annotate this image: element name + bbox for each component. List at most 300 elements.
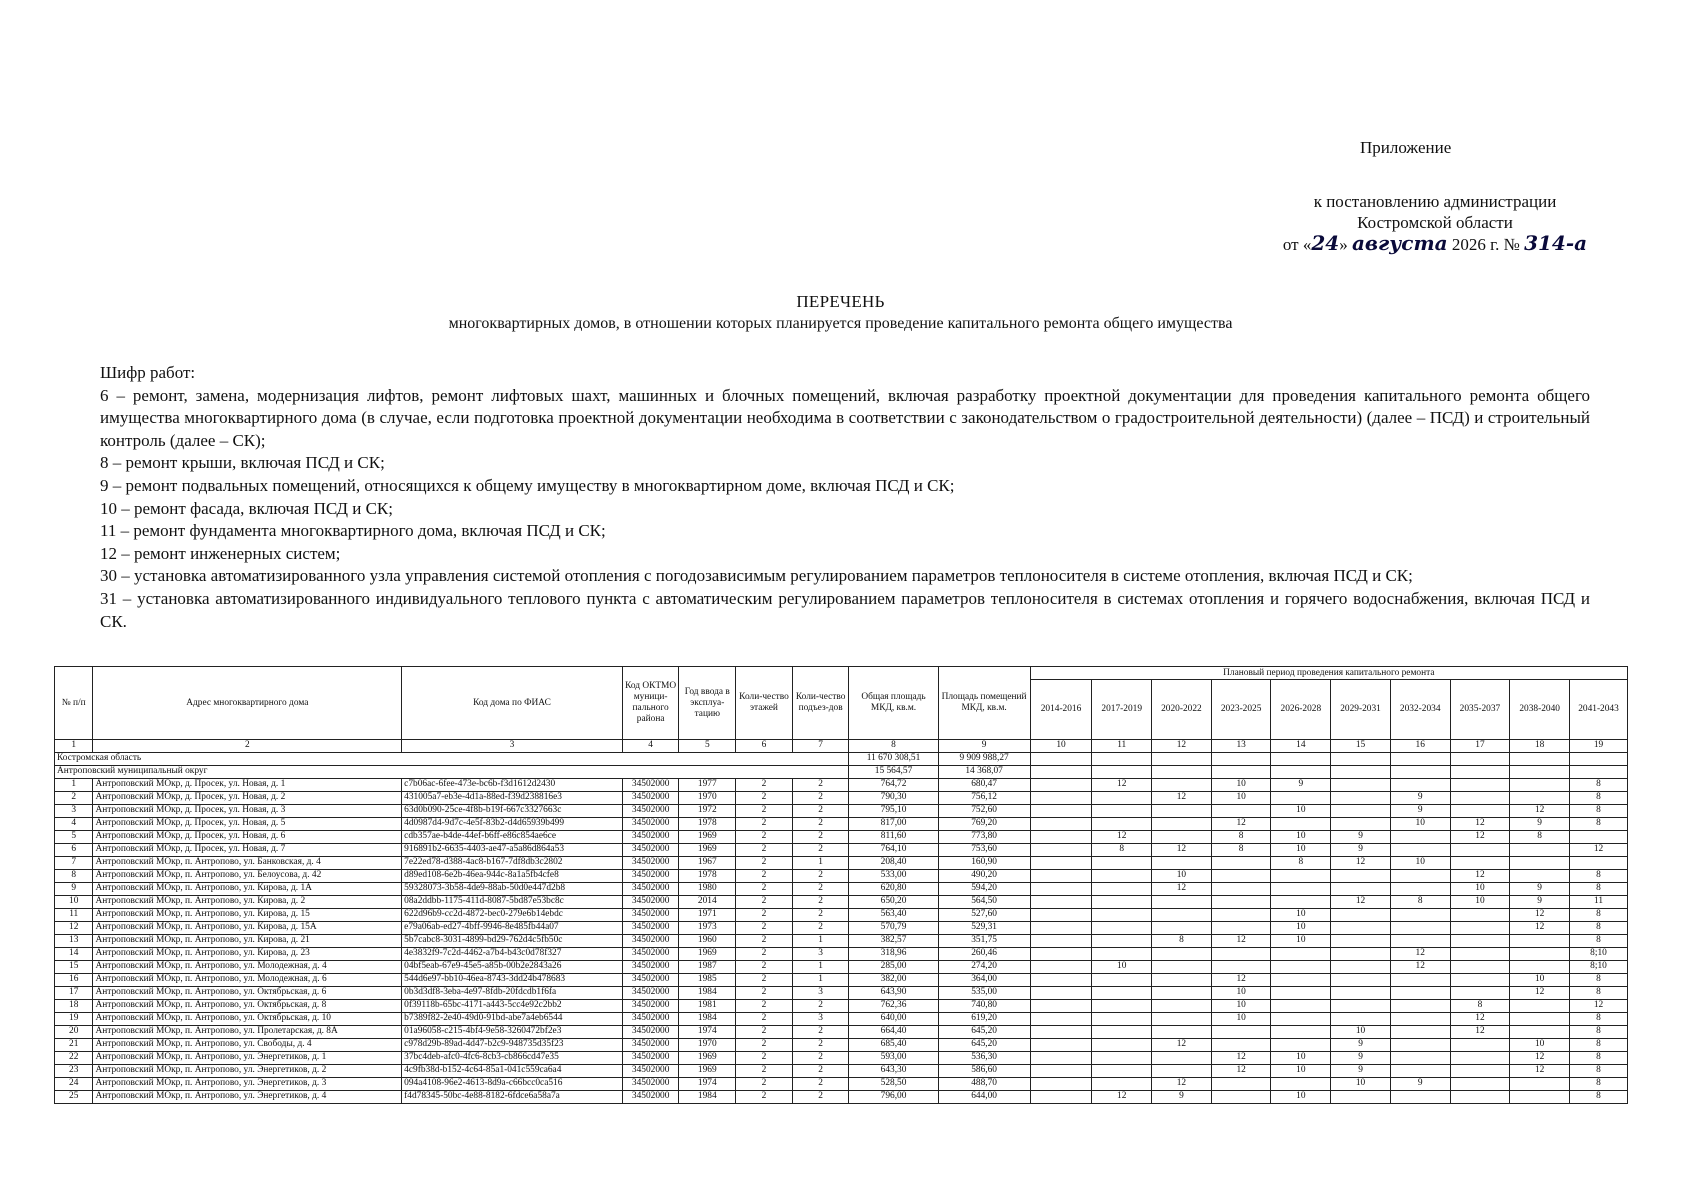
period-cell xyxy=(1030,922,1092,935)
period-cell xyxy=(1450,935,1510,948)
period-cell: 12 xyxy=(1450,870,1510,883)
period-cell: 8 xyxy=(1570,818,1628,831)
period-cell xyxy=(1390,987,1450,1000)
oktmo-cell: 34502000 xyxy=(622,805,679,818)
period-cell: 10 xyxy=(1271,831,1331,844)
premises-area-cell: 351,75 xyxy=(938,935,1030,948)
oktmo-cell: 34502000 xyxy=(622,870,679,883)
period-cell xyxy=(1092,974,1152,987)
period-cell xyxy=(1092,987,1152,1000)
year-cell: 1987 xyxy=(679,961,736,974)
period-cell xyxy=(1152,974,1212,987)
oktmo-cell: 34502000 xyxy=(622,922,679,935)
period-cell: 8 xyxy=(1211,831,1271,844)
year-cell: 1978 xyxy=(679,870,736,883)
premises-area-cell: 645,20 xyxy=(938,1026,1030,1039)
period-cell xyxy=(1152,961,1212,974)
table-row xyxy=(55,974,1628,987)
total-area-cell: 620,80 xyxy=(849,883,938,896)
floors-cell: 2 xyxy=(736,1078,793,1091)
period-cell: 9 xyxy=(1390,1078,1450,1091)
row-number: 12 xyxy=(55,922,93,935)
district-name: Антроповский муниципальный округ xyxy=(55,766,849,779)
row-number: 19 xyxy=(55,1013,93,1026)
header-address: Адрес многоквартирного дома xyxy=(93,667,402,740)
header-num: № п/п xyxy=(55,667,93,740)
address-cell: Антроповский МОкр, п. Антропово, ул. Энергетиков, д. 1 xyxy=(93,1052,402,1065)
period-cell xyxy=(1450,805,1510,818)
period-cell xyxy=(1450,948,1510,961)
entrances-cell: 2 xyxy=(792,779,849,792)
period-cell: 12 xyxy=(1092,1091,1152,1104)
period-cell xyxy=(1271,870,1331,883)
period-cell: 8 xyxy=(1570,935,1628,948)
period-cell xyxy=(1092,805,1152,818)
header-total-area: Общая площадь МКД, кв.м. xyxy=(849,667,938,740)
fias-cell: 59328073-3b58-4de9-88ab-50d0e447d2b8 xyxy=(402,883,623,896)
period-cell xyxy=(1390,1026,1450,1039)
period-cell xyxy=(1030,1000,1092,1013)
fias-cell: 4e3832f9-7c2d-4462-a7b4-b43c0d78f327 xyxy=(402,948,623,961)
period-cell: 9 xyxy=(1152,1091,1212,1104)
address-cell: Антроповский МОкр, п. Антропово, ул. Свободы, д. 4 xyxy=(93,1039,402,1052)
period-cell xyxy=(1390,870,1450,883)
floors-cell: 2 xyxy=(736,948,793,961)
table-row xyxy=(55,896,1628,909)
total-area-cell: 643,90 xyxy=(849,987,938,1000)
period-cell xyxy=(1331,922,1391,935)
period-cell xyxy=(1211,948,1271,961)
period-cell xyxy=(1152,987,1212,1000)
premises-area-cell: 586,60 xyxy=(938,1065,1030,1078)
row-number: 3 xyxy=(55,805,93,818)
floors-cell: 2 xyxy=(736,883,793,896)
period-cell xyxy=(1030,1078,1092,1091)
address-cell: Антроповский МОкр, п. Антропово, ул. Октябрьская, д. 6 xyxy=(93,987,402,1000)
fias-cell: 7e22ed78-d388-4ac8-b167-7df8db3c2802 xyxy=(402,857,623,870)
total-area-cell: 764,72 xyxy=(849,779,938,792)
entrances-cell: 2 xyxy=(792,1078,849,1091)
table-row xyxy=(55,883,1628,896)
premises-area-cell: 160,90 xyxy=(938,857,1030,870)
period-cell xyxy=(1331,987,1391,1000)
floors-cell: 2 xyxy=(736,779,793,792)
period-cell: 9 xyxy=(1510,883,1570,896)
period-cell: 8 xyxy=(1092,844,1152,857)
period-cell xyxy=(1152,1052,1212,1065)
period-cell xyxy=(1092,948,1152,961)
floors-cell: 2 xyxy=(736,896,793,909)
floors-cell: 2 xyxy=(736,909,793,922)
period-cell xyxy=(1271,818,1331,831)
address-cell: Антроповский МОкр, п. Антропово, ул. Энергетиков, д. 4 xyxy=(93,1091,402,1104)
period-cell: 12 xyxy=(1450,1013,1510,1026)
period-cell xyxy=(1570,857,1628,870)
row-number: 18 xyxy=(55,1000,93,1013)
period-cell: 8 xyxy=(1570,870,1628,883)
period-cell xyxy=(1211,883,1271,896)
total-area-cell: 382,00 xyxy=(849,974,938,987)
period-cell: 12 xyxy=(1152,1078,1212,1091)
year-cell: 1980 xyxy=(679,883,736,896)
period-cell xyxy=(1450,857,1510,870)
period-cell: 12 xyxy=(1331,857,1391,870)
oktmo-cell: 34502000 xyxy=(622,1000,679,1013)
table-row xyxy=(55,1039,1628,1052)
period-cell xyxy=(1211,922,1271,935)
period-cell: 10 xyxy=(1450,896,1510,909)
period-cell: 12 xyxy=(1390,961,1450,974)
decree-line-1: к постановлению администрации xyxy=(1313,192,1557,211)
period-cell: 12 xyxy=(1390,948,1450,961)
period-cell xyxy=(1211,870,1271,883)
decree-day: 24 xyxy=(1311,231,1340,255)
row-number: 25 xyxy=(55,1091,93,1104)
oktmo-cell: 34502000 xyxy=(622,1013,679,1026)
total-area-cell: 382,57 xyxy=(849,935,938,948)
row-number: 2 xyxy=(55,792,93,805)
floors-cell: 2 xyxy=(736,1052,793,1065)
oktmo-cell: 34502000 xyxy=(622,779,679,792)
address-cell: Антроповский МОкр, п. Антропово, ул. Кирова, д. 15А xyxy=(93,922,402,935)
header-period: 2023-2025 xyxy=(1211,680,1271,740)
period-cell: 10 xyxy=(1271,922,1331,935)
header-oktmo: Код ОКТМО муници-пального района xyxy=(622,667,679,740)
period-cell xyxy=(1510,1026,1570,1039)
period-cell: 11 xyxy=(1570,896,1628,909)
column-number: 15 xyxy=(1331,740,1391,753)
table-row xyxy=(55,1078,1628,1091)
period-cell xyxy=(1211,896,1271,909)
period-cell xyxy=(1092,1078,1152,1091)
period-cell: 12 xyxy=(1450,1026,1510,1039)
work-codes-heading: Шифр работ: xyxy=(100,363,196,382)
period-cell xyxy=(1271,883,1331,896)
period-cell: 8;10 xyxy=(1570,948,1628,961)
fias-cell: c978d29b-89ad-4d47-b2c9-948735d35f23 xyxy=(402,1039,623,1052)
period-cell xyxy=(1331,883,1391,896)
period-cell xyxy=(1331,1013,1391,1026)
period-cell xyxy=(1510,1000,1570,1013)
row-number: 11 xyxy=(55,909,93,922)
date-prefix: от « xyxy=(1282,235,1312,254)
header-premises-area: Площадь помещений МКД, кв.м. xyxy=(938,667,1030,740)
period-cell: 12 xyxy=(1510,909,1570,922)
period-cell: 12 xyxy=(1510,922,1570,935)
period-cell: 12 xyxy=(1510,987,1570,1000)
period-cell xyxy=(1030,987,1092,1000)
period-cell xyxy=(1510,779,1570,792)
period-cell xyxy=(1390,779,1450,792)
column-number: 16 xyxy=(1390,740,1450,753)
period-cell xyxy=(1092,896,1152,909)
fias-cell: 094a4108-96e2-4613-8d9a-c66bcc0ca516 xyxy=(402,1078,623,1091)
oktmo-cell: 34502000 xyxy=(622,1026,679,1039)
oktmo-cell: 34502000 xyxy=(622,987,679,1000)
entrances-cell: 1 xyxy=(792,935,849,948)
row-number: 6 xyxy=(55,844,93,857)
total-area-cell: 796,00 xyxy=(849,1091,938,1104)
period-cell: 12 xyxy=(1211,935,1271,948)
period-cell: 8 xyxy=(1450,1000,1510,1013)
row-number: 22 xyxy=(55,1052,93,1065)
period-cell xyxy=(1152,818,1212,831)
period-cell xyxy=(1450,779,1510,792)
period-cell xyxy=(1092,1013,1152,1026)
period-cell xyxy=(1152,1000,1212,1013)
entrances-cell: 2 xyxy=(792,818,849,831)
header-period: 2017-2019 xyxy=(1092,680,1152,740)
period-cell xyxy=(1030,1091,1092,1104)
period-cell xyxy=(1450,1052,1510,1065)
work-code-30: 30 – установка автоматизированного узла управления системой отопления с погодозависимым регулированием параметров теплоносителя в системе отопления, включая ПСД и СК; xyxy=(100,566,1413,586)
row-number: 24 xyxy=(55,1078,93,1091)
premises-area-cell: 274,20 xyxy=(938,961,1030,974)
period-cell: 10 xyxy=(1331,1026,1391,1039)
work-code-12: 12 – ремонт инженерных систем; xyxy=(100,543,341,563)
premises-area-cell: 594,20 xyxy=(938,883,1030,896)
premises-area-cell: 773,80 xyxy=(938,831,1030,844)
premises-area-cell: 527,60 xyxy=(938,909,1030,922)
period-cell: 12 xyxy=(1211,1052,1271,1065)
column-number: 11 xyxy=(1092,740,1152,753)
period-cell: 12 xyxy=(1211,974,1271,987)
year-cell: 1969 xyxy=(679,1065,736,1078)
period-cell: 12 xyxy=(1510,1065,1570,1078)
year-cell: 1969 xyxy=(679,831,736,844)
period-cell xyxy=(1211,961,1271,974)
premises-area-cell: 364,00 xyxy=(938,974,1030,987)
period-cell: 8 xyxy=(1570,1039,1628,1052)
oktmo-cell: 34502000 xyxy=(622,935,679,948)
period-cell: 8 xyxy=(1570,883,1628,896)
period-cell: 9 xyxy=(1271,779,1331,792)
table-row xyxy=(55,792,1628,805)
column-number: 17 xyxy=(1450,740,1510,753)
total-area-cell: 790,30 xyxy=(849,792,938,805)
period-cell: 12 xyxy=(1331,896,1391,909)
period-cell xyxy=(1271,961,1331,974)
header-floors: Коли-чество этажей xyxy=(736,667,793,740)
premises-area-cell: 536,30 xyxy=(938,1052,1030,1065)
fias-cell: 622d96b9-cc2d-4872-bec0-279e6b14ebdc xyxy=(402,909,623,922)
entrances-cell: 2 xyxy=(792,1091,849,1104)
oktmo-cell: 34502000 xyxy=(622,961,679,974)
period-cell xyxy=(1092,870,1152,883)
period-cell xyxy=(1030,818,1092,831)
total-area-cell: 570,79 xyxy=(849,922,938,935)
period-cell: 8 xyxy=(1510,831,1570,844)
column-number: 13 xyxy=(1211,740,1271,753)
floors-cell: 2 xyxy=(736,857,793,870)
district-row xyxy=(55,766,1628,779)
period-cell xyxy=(1092,909,1152,922)
premises-area-cell: 645,20 xyxy=(938,1039,1030,1052)
document-subtitle: многоквартирных домов, в отношении которых планируется проведение капитального ремонта общего имущества xyxy=(448,315,1233,332)
floors-cell: 2 xyxy=(736,844,793,857)
year-cell: 1967 xyxy=(679,857,736,870)
fias-cell: f4d78345-50bc-4e88-8182-6fdce6a58a7a xyxy=(402,1091,623,1104)
period-cell: 10 xyxy=(1271,844,1331,857)
address-cell: Антроповский МОкр, п. Антропово, ул. Белоусова, д. 42 xyxy=(93,870,402,883)
header-year: Год ввода в эксплуа-тацию xyxy=(679,667,736,740)
period-cell xyxy=(1030,870,1092,883)
fias-cell: e79a06ab-ed27-4bff-9946-8e485fb44a07 xyxy=(402,922,623,935)
period-cell xyxy=(1092,1026,1152,1039)
year-cell: 1985 xyxy=(679,974,736,987)
column-number: 7 xyxy=(792,740,849,753)
period-cell xyxy=(1390,844,1450,857)
address-cell: Антроповский МОкр, п. Антропово, ул. Молодежная, д. 4 xyxy=(93,961,402,974)
period-cell xyxy=(1331,961,1391,974)
fias-cell: 5b7cabc8-3031-4899-bd29-762d4c5fb50c xyxy=(402,935,623,948)
period-cell xyxy=(1030,805,1092,818)
year-cell: 1971 xyxy=(679,909,736,922)
table-row xyxy=(55,935,1628,948)
district-total-area: 15 564,57 xyxy=(849,766,938,779)
period-cell xyxy=(1211,805,1271,818)
period-cell xyxy=(1271,948,1331,961)
total-area-cell: 640,00 xyxy=(849,1013,938,1026)
period-cell: 10 xyxy=(1390,857,1450,870)
period-cell xyxy=(1092,1065,1152,1078)
total-area-cell: 664,40 xyxy=(849,1026,938,1039)
period-cell: 12 xyxy=(1152,844,1212,857)
period-cell xyxy=(1152,805,1212,818)
period-cell: 9 xyxy=(1510,818,1570,831)
period-cell: 12 xyxy=(1510,1052,1570,1065)
oktmo-cell: 34502000 xyxy=(622,831,679,844)
period-cell xyxy=(1390,974,1450,987)
period-cell xyxy=(1390,883,1450,896)
period-cell xyxy=(1450,1091,1510,1104)
column-number: 12 xyxy=(1152,740,1212,753)
period-cell: 8 xyxy=(1570,974,1628,987)
year-cell: 1970 xyxy=(679,1039,736,1052)
work-code-9: 9 – ремонт подвальных помещений, относящихся к общему имуществу в многоквартирном доме, включая ПСД и СК; xyxy=(100,475,955,495)
fias-cell: d89ed108-6e2b-46ea-944c-8a1a5fb4cfe8 xyxy=(402,870,623,883)
year-cell: 1972 xyxy=(679,805,736,818)
fias-cell: c7b06ac-6fee-473e-bc6b-f3d1612d2430 xyxy=(402,779,623,792)
row-number: 9 xyxy=(55,883,93,896)
address-cell: Антроповский МОкр, д. Просек, ул. Новая, д. 2 xyxy=(93,792,402,805)
period-cell xyxy=(1152,896,1212,909)
year-cell: 1984 xyxy=(679,1013,736,1026)
period-cell xyxy=(1450,844,1510,857)
period-cell: 12 xyxy=(1152,883,1212,896)
period-cell: 10 xyxy=(1271,935,1331,948)
table-row xyxy=(55,948,1628,961)
premises-area-cell: 619,20 xyxy=(938,1013,1030,1026)
floors-cell: 2 xyxy=(736,1013,793,1026)
row-number: 13 xyxy=(55,935,93,948)
oktmo-cell: 34502000 xyxy=(622,909,679,922)
table-row xyxy=(55,831,1628,844)
premises-area-cell: 769,20 xyxy=(938,818,1030,831)
period-cell: 8;10 xyxy=(1570,961,1628,974)
oktmo-cell: 34502000 xyxy=(622,1052,679,1065)
date-mid-2: 2026 г. № xyxy=(1447,235,1525,254)
oktmo-cell: 34502000 xyxy=(622,1091,679,1104)
period-cell xyxy=(1450,987,1510,1000)
oktmo-cell: 34502000 xyxy=(622,818,679,831)
address-cell: Антроповский МОкр, д. Просек, ул. Новая, д. 6 xyxy=(93,831,402,844)
header-period: 2035-2037 xyxy=(1450,680,1510,740)
year-cell: 1984 xyxy=(679,1091,736,1104)
period-cell xyxy=(1211,857,1271,870)
period-cell xyxy=(1271,1078,1331,1091)
period-cell: 8 xyxy=(1570,909,1628,922)
premises-area-cell: 529,31 xyxy=(938,922,1030,935)
document-title: ПЕРЕЧЕНЬ xyxy=(796,292,885,311)
table-row xyxy=(55,1013,1628,1026)
period-cell xyxy=(1331,935,1391,948)
row-number: 5 xyxy=(55,831,93,844)
row-number: 10 xyxy=(55,896,93,909)
fias-cell: cdb357ae-b4de-44ef-b6ff-e86c854ae6ce xyxy=(402,831,623,844)
period-cell xyxy=(1390,1052,1450,1065)
fias-cell: b7389f82-2e40-49d0-91bd-abe7a4eb6544 xyxy=(402,1013,623,1026)
period-cell xyxy=(1390,1065,1450,1078)
premises-area-cell: 753,60 xyxy=(938,844,1030,857)
total-area-cell: 762,36 xyxy=(849,1000,938,1013)
period-cell xyxy=(1152,831,1212,844)
row-number: 23 xyxy=(55,1065,93,1078)
year-cell: 1969 xyxy=(679,1052,736,1065)
period-cell xyxy=(1450,1039,1510,1052)
address-cell: Антроповский МОкр, п. Антропово, ул. Кирова, д. 15 xyxy=(93,909,402,922)
row-number: 4 xyxy=(55,818,93,831)
period-cell xyxy=(1390,1091,1450,1104)
entrances-cell: 2 xyxy=(792,1065,849,1078)
year-cell: 1974 xyxy=(679,1026,736,1039)
total-area-cell: 817,00 xyxy=(849,818,938,831)
floors-cell: 2 xyxy=(736,922,793,935)
table-row xyxy=(55,1091,1628,1104)
period-cell: 8 xyxy=(1570,987,1628,1000)
table-row xyxy=(55,870,1628,883)
period-cell: 10 xyxy=(1211,779,1271,792)
year-cell: 1981 xyxy=(679,1000,736,1013)
address-cell: Антроповский МОкр, п. Антропово, ул. Молодежная, д. 6 xyxy=(93,974,402,987)
row-number: 7 xyxy=(55,857,93,870)
oktmo-cell: 34502000 xyxy=(622,857,679,870)
table-row xyxy=(55,909,1628,922)
period-cell xyxy=(1510,935,1570,948)
period-cell: 8 xyxy=(1211,844,1271,857)
entrances-cell: 2 xyxy=(792,909,849,922)
entrances-cell: 2 xyxy=(792,831,849,844)
period-cell xyxy=(1030,974,1092,987)
table-row xyxy=(55,1026,1628,1039)
period-cell xyxy=(1331,909,1391,922)
fias-cell: 0b3d3df8-3eba-4e97-8fdb-20fdcdb1f6fa xyxy=(402,987,623,1000)
address-cell: Антроповский МОкр, д. Просек, ул. Новая, д. 3 xyxy=(93,805,402,818)
period-cell xyxy=(1271,974,1331,987)
period-cell: 8 xyxy=(1390,896,1450,909)
total-area-cell: 764,10 xyxy=(849,844,938,857)
period-cell xyxy=(1390,1000,1450,1013)
floors-cell: 2 xyxy=(736,1026,793,1039)
table-row xyxy=(55,818,1628,831)
district-premises-area: 14 368,07 xyxy=(938,766,1030,779)
oktmo-cell: 34502000 xyxy=(622,974,679,987)
premises-area-cell: 564,50 xyxy=(938,896,1030,909)
address-cell: Антроповский МОкр, п. Антропово, ул. Октябрьская, д. 8 xyxy=(93,1000,402,1013)
period-cell xyxy=(1092,792,1152,805)
fias-cell: 37bc4deb-afc0-4fc6-8cb3-cb866cd47e35 xyxy=(402,1052,623,1065)
table-row xyxy=(55,922,1628,935)
